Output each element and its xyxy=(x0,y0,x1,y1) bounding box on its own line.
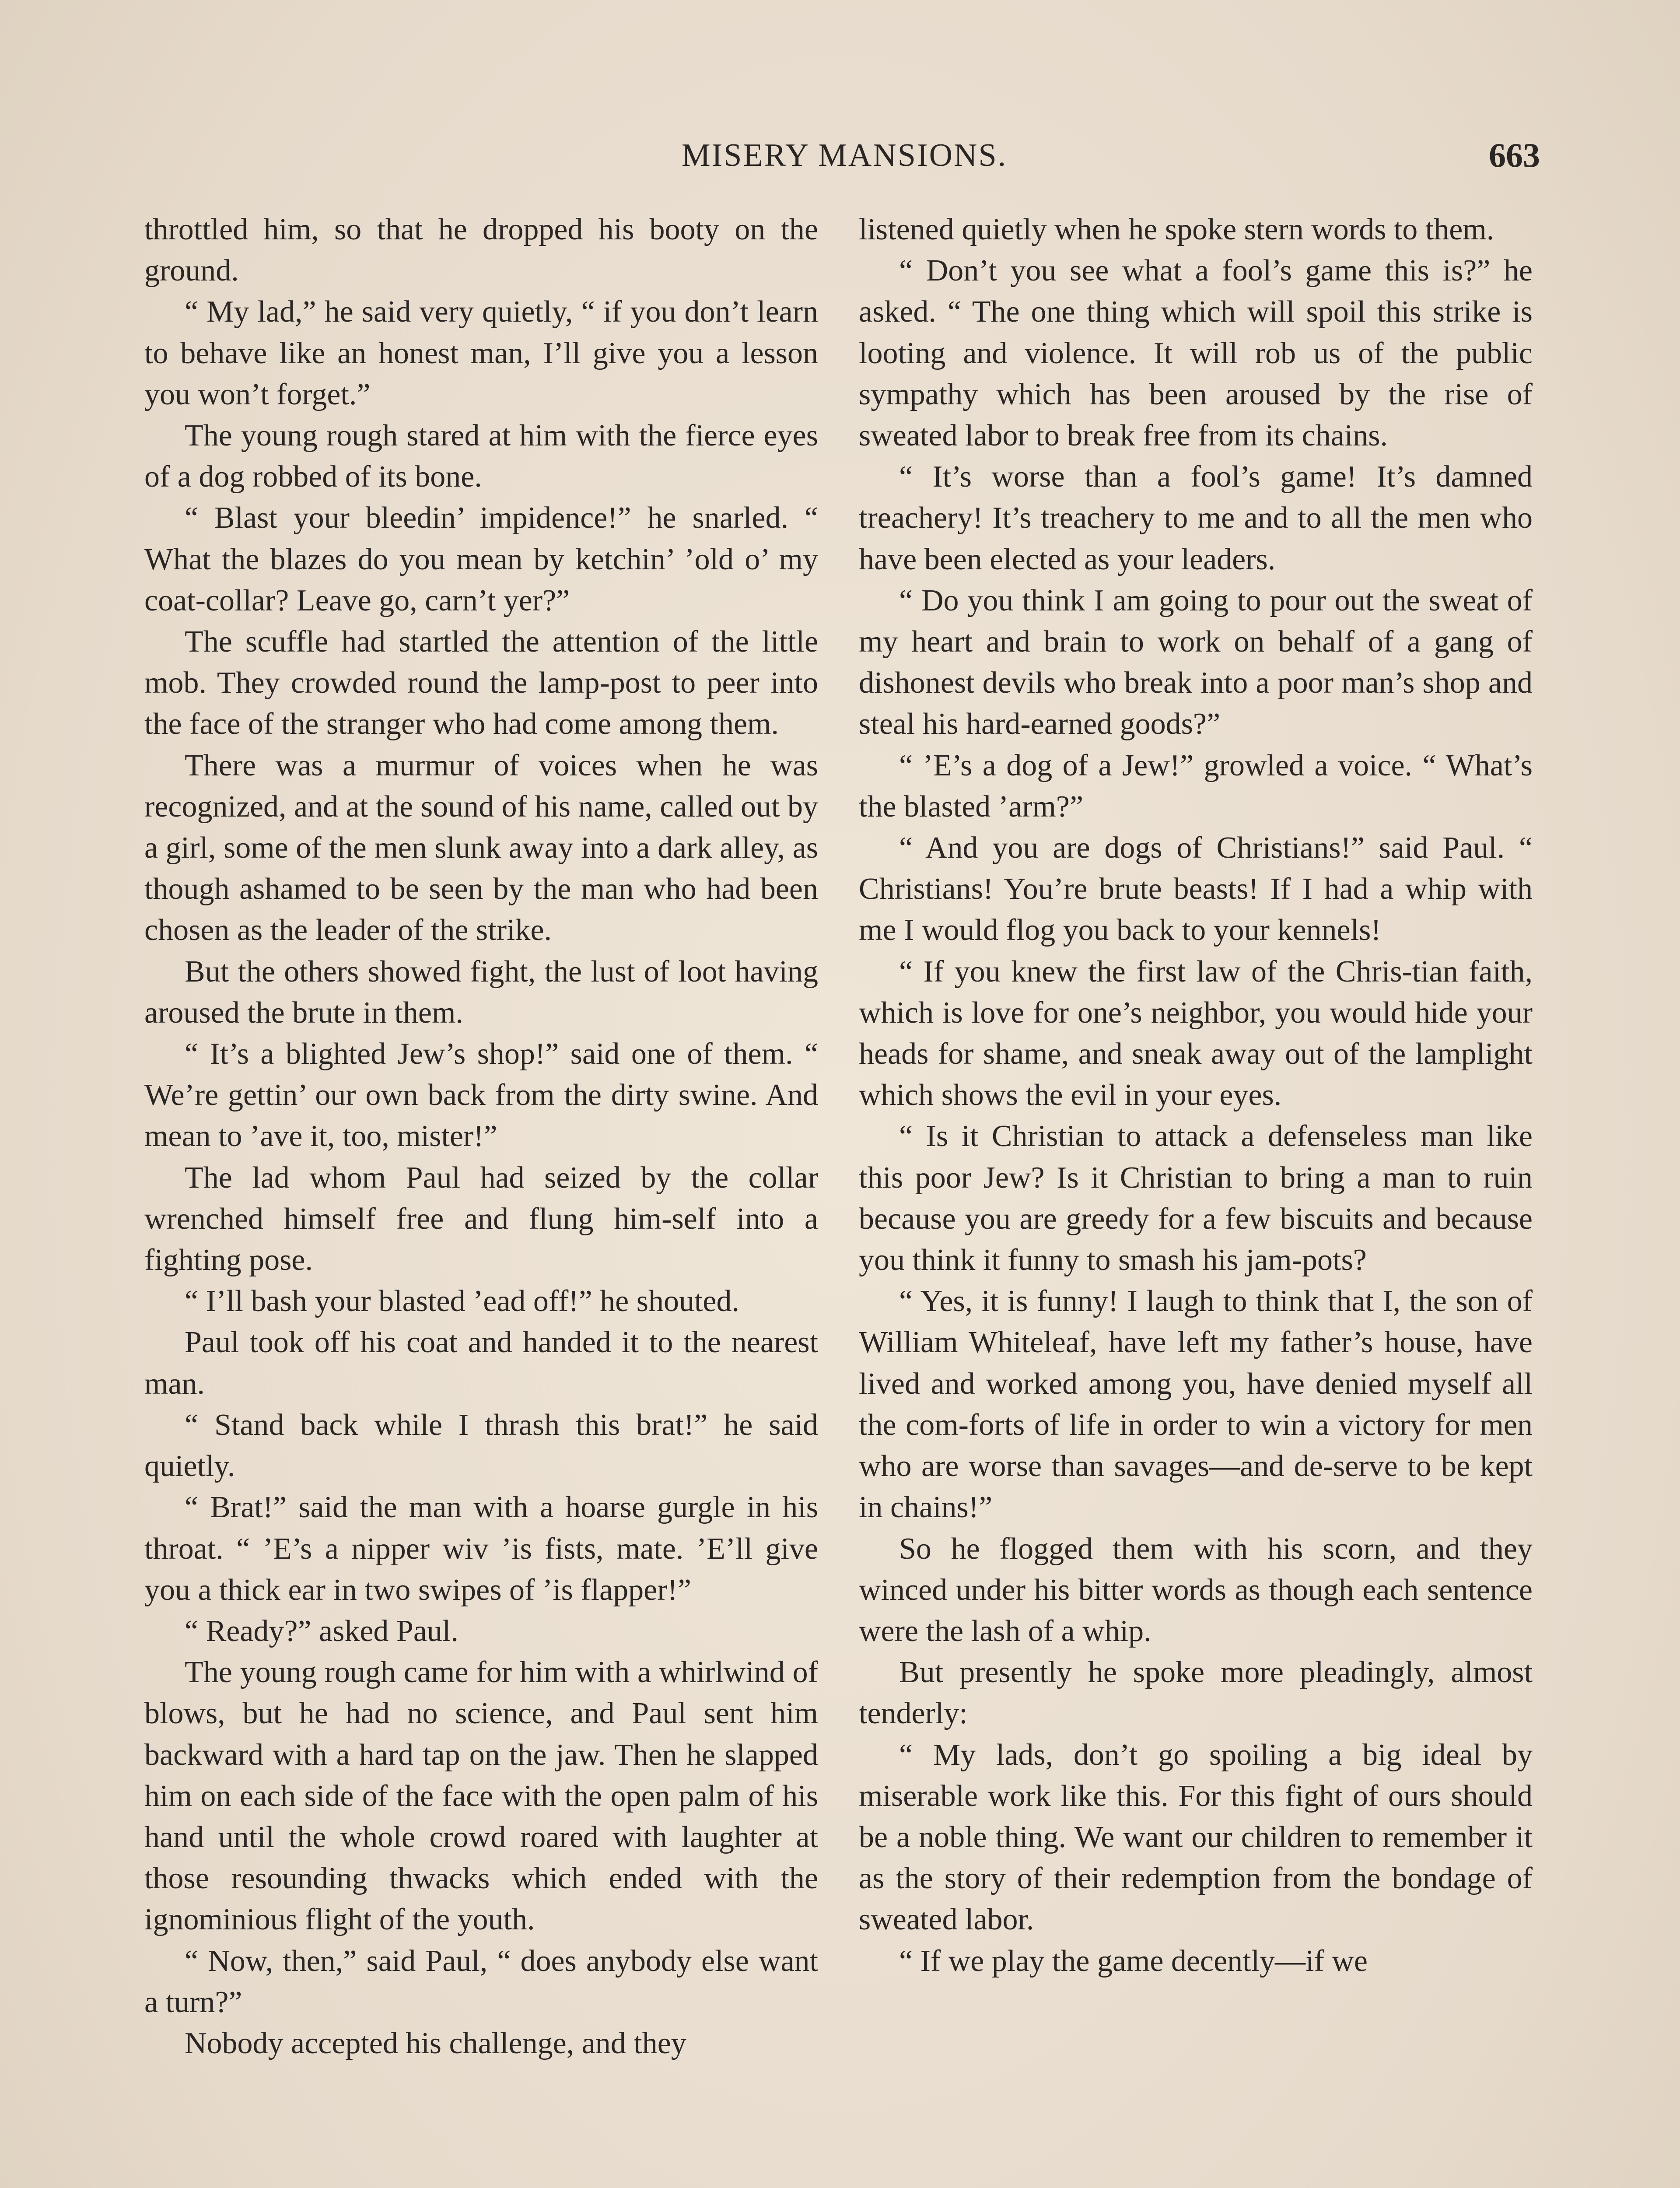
paragraph: The young rough stared at him with the fierce eyes of a dog robbed of its bone. xyxy=(144,419,818,494)
paragraph: Paul took off his coat and handed it to the nearest man. xyxy=(144,1325,818,1401)
paragraph: “ ’E’s a dog of a Jew!” growled a voice. “ What’s the blasted ’arm?” xyxy=(859,748,1533,824)
paragraph: “ Yes, it is funny! I laugh to think that I, the son of William Whiteleaf, have left my father’s house, have lived and worked among you, have denied myself all the com-forts of life in order to win a victory for men who are worse than savages—and de-serve to be kept in chains!” xyxy=(859,1284,1533,1525)
paragraph: “ Do you think I am going to pour out the sweat of my heart and brain to work on behalf of a gang of dishonest devils who break into a poor man’s shop and steal his hard-earned goods?” xyxy=(859,583,1533,741)
paragraph: The lad whom Paul had seized by the collar wrenched himself free and flung him-self into a fighting pose. xyxy=(144,1161,818,1277)
paragraph: There was a murmur of voices when he was recognized, and at the sound of his name, called out by a girl, some of the men slunk away into a dark alley, as though ashamed to be seen by the man who had been chosen as the leader of the strike. xyxy=(144,748,818,947)
left-column xyxy=(144,209,818,2064)
paragraph: “ If we play the game decently—if we xyxy=(899,1944,1368,1978)
paragraph: “ And you are dogs of Christians!” said Paul. “ Christians! You’re brute beasts! If I had a whip with me I would flog you back to your kennels! xyxy=(859,831,1533,947)
paragraph: “ Brat!” said the man with a hoarse gurgle in his throat. “ ’E’s a nipper wiv ’is fists, mate. ’E’ll give you a thick ear in two swipes of ’is flapper!” xyxy=(144,1490,818,1607)
paragraph: “ My lad,” he said very quietly, “ if you don’t learn to behave like an honest man, I’ll give you a lesson you won’t forget.” xyxy=(144,295,818,411)
paragraph: “ Now, then,” said Paul, “ does anybody else want a turn?” xyxy=(144,1944,818,2019)
right-column xyxy=(859,209,1533,1982)
page-number: 663 xyxy=(1489,136,1540,174)
paragraph: So he flogged them with his scorn, and they winced under his bitter words as though each sentence were the lash of a whip. xyxy=(859,1532,1533,1648)
paragraph: But the others showed fight, the lust of loot having aroused the brute in them. xyxy=(144,954,818,1030)
paragraph: “ I’ll bash your blasted ’ead off!” he shouted. xyxy=(185,1284,739,1318)
paragraph: But presently he spoke more pleadingly, almost tenderly: xyxy=(859,1655,1533,1731)
running-head xyxy=(149,131,1540,179)
paragraph: “ Stand back while I thrash this brat!” he said quietly. xyxy=(144,1408,818,1483)
paragraph: throttled him, so that he dropped his booty on the ground. xyxy=(144,213,818,288)
paragraph: “ Don’t you see what a fool’s game this is?” he asked. “ The one thing which will spoil this strike is looting and violence. It will rob us of the public sympathy which has been aroused by the rise of sweated labor to break free from its chains. xyxy=(859,254,1533,453)
paragraph: “ It’s worse than a fool’s game! It’s damned treachery! It’s treachery to me and to all the men who have been elected as your leaders. xyxy=(859,460,1533,576)
paragraph: “ My lads, don’t go spoiling a big ideal by miserable work like this. For this fight of ours should be a noble thing. We want our children to remember it as the story of their redemption from the bondage of sweated labor. xyxy=(859,1738,1533,1937)
paragraph: The scuffle had startled the attention of the little mob. They crowded round the lamp-post to peer into the face of the stranger who had come among them. xyxy=(144,625,818,741)
paragraph: listened quietly when he spoke stern words to them. xyxy=(859,213,1494,246)
paragraph: “ Blast your bleedin’ impidence!” he snarled. “ What the blazes do you mean by ketchin’ ’old o’ my coat-collar? Leave go, carn’t yer?” xyxy=(144,501,818,617)
paragraph: “ It’s a blighted Jew’s shop!” said one of them. “ We’re gettin’ our own back from the dirty swine. And mean to ’ave it, too, mister!” xyxy=(144,1037,818,1154)
paragraph: “ If you knew the first law of the Chris-tian faith, which is love for one’s neighbor, you would hide your heads for shame, and sneak away out of the lamplight which shows the evil in your eyes. xyxy=(859,954,1533,1112)
running-title: MISERY MANSIONS. xyxy=(681,137,1008,173)
paragraph: “ Is it Christian to attack a defenseless man like this poor Jew? Is it Christian to bring a man to ruin because you are greedy for a few biscuits and because you think it funny to smash his jam-pots? xyxy=(859,1119,1533,1277)
paragraph: “ Ready?” asked Paul. xyxy=(185,1614,458,1648)
paragraph: Nobody accepted his challenge, and they xyxy=(185,2026,686,2060)
paragraph: The young rough came for him with a whirlwind of blows, but he had no science, and Paul sent him backward with a hard tap on the jaw. Then he slapped him on each side of the face with the open palm of his hand until the whole crowd roared with laughter at those resounding thwacks which ended with the ignominious flight of the youth. xyxy=(144,1655,818,1937)
